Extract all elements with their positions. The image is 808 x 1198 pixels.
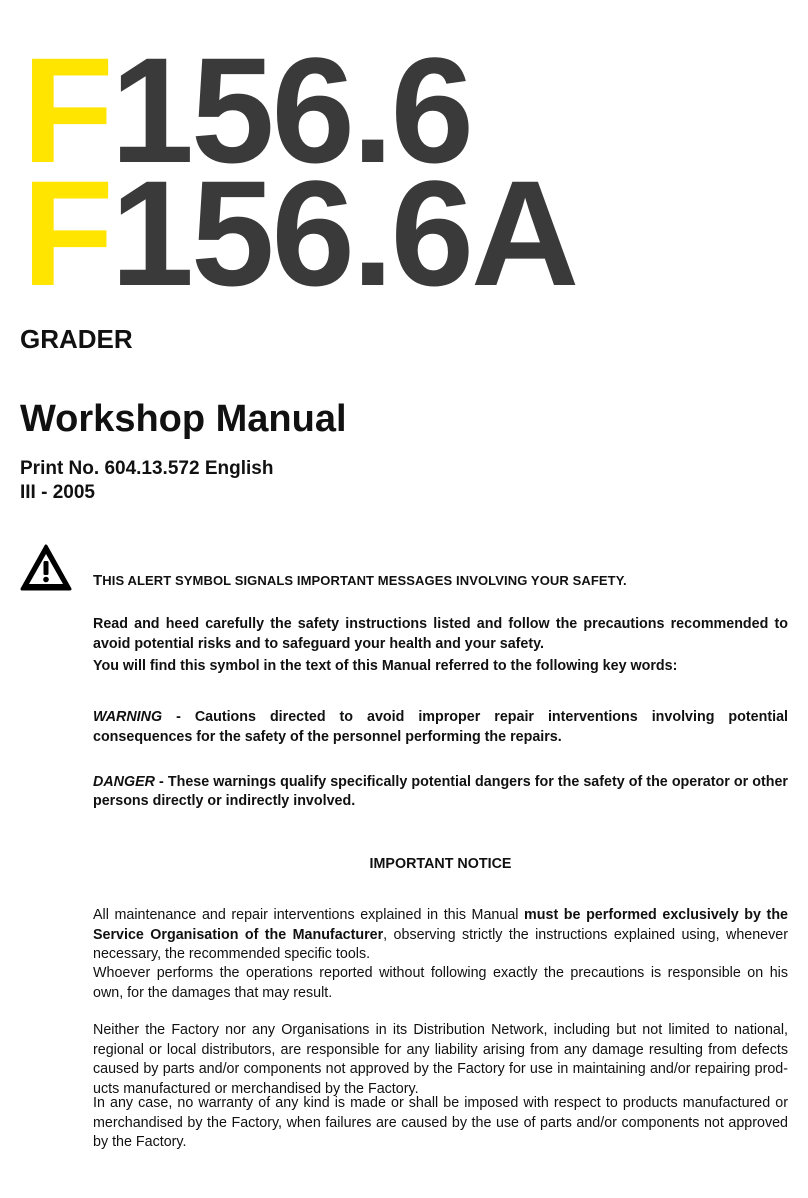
safety-instructions-paragraph: Read and heed carefully the safety instructions listed and follow the precautions recommended to avoid potential risks and to safeguard your health and your safety. <box>93 616 788 652</box>
important-notice-heading: IMPORTANT NOTICE <box>369 856 512 872</box>
model-title-line-2 <box>22 149 577 317</box>
model-prefix-letter: F <box>22 26 111 194</box>
notice-paragraph: Neither the Factory nor any Organisations in its Distribution Network, including but not limited to national, regional or local distributors, are responsible for any liability arising from any damage resulting from defects caused by parts and/or components not approved by the Factory for use in maintaining and/or repairing prod-ucts manufactured or merchandised by the Factory. <box>93 1022 788 1097</box>
edition-date: III - 2005 <box>20 482 95 503</box>
notice-paragraph: In any case, no warranty of any kind is made or shall be imposed with respect to products manufactured or merchandised by the Factory, when failures are caused by the use of parts and/or components not approved by the Factory. <box>93 1095 788 1150</box>
warning-definition: WARNING - Cautions directed to avoid improper repair interventions involving potential consequences for the safety of the personnel performing the repairs. <box>93 709 788 745</box>
model-prefix-letter: F <box>22 149 111 317</box>
model-number: 156.6 <box>110 26 472 194</box>
danger-definition: DANGER - These warnings qualify specifically potential dangers for the safety of the operator or other persons directly or indirectly involved. <box>93 774 788 809</box>
key-words-intro: You will find this symbol in the text of this Manual referred to the following key words: <box>93 658 678 674</box>
warning-keyword: WARNING <box>93 709 163 725</box>
danger-keyword: DANGER <box>93 774 155 790</box>
print-number: Print No. 604.13.572 English <box>20 458 274 479</box>
model-number: 156.6A <box>110 149 577 317</box>
notice-paragraph: Whoever performs the operations reported without following exactly the precautions is responsible on his own, for the damages that may result. <box>93 965 788 1001</box>
alert-symbol-notice: THIS ALERT SYMBOL SIGNALS IMPORTANT MESSAGES INVOLVING YOUR SAFETY. <box>93 572 627 589</box>
document-title: Workshop Manual <box>20 398 347 440</box>
warning-triangle-icon <box>20 544 72 592</box>
notice-paragraph: All maintenance and repair interventions explained in this Manual must be performed exclusively by the Service Organisation of the Manufacturer, observing strictly the instructions explained using, whenever necessary, the recommended specific tools. <box>93 907 788 962</box>
machine-type-heading: GRADER <box>20 324 133 354</box>
